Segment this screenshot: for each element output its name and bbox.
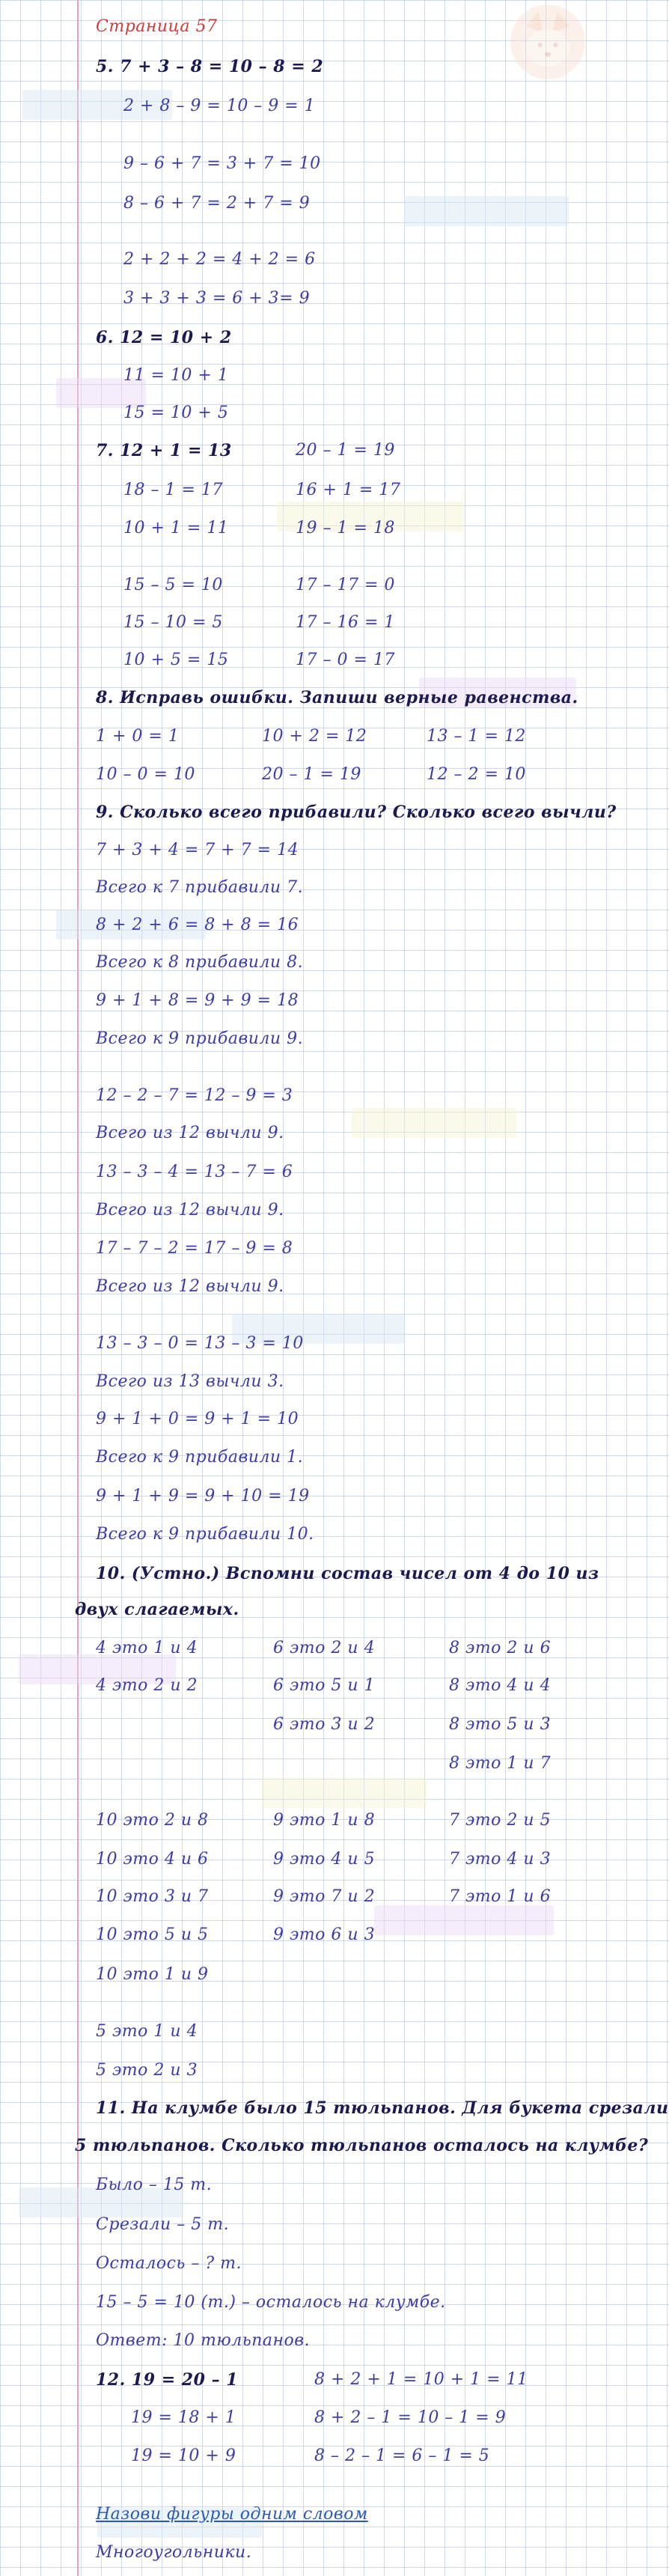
answer-line: 8 + 2 – 1 = 10 – 1 = 9 — [314, 2408, 507, 2427]
answer-line: 9 + 1 + 9 = 9 + 10 = 19 — [96, 1487, 310, 1505]
answer-line: 11 = 10 + 1 — [123, 366, 229, 385]
answer-line: 17 – 0 = 17 — [296, 651, 395, 669]
task-9-heading: 9. Сколько всего прибавили? Сколько всего вычли? — [96, 803, 617, 822]
answer-line: Всего к 8 прибавили 8. — [96, 953, 304, 972]
answer-line: 15 – 5 = 10 — [123, 576, 223, 594]
answer-line: Всего к 9 прибавили 9. — [96, 1029, 304, 1048]
answer-line: 19 = 18 + 1 — [131, 2408, 236, 2427]
answer-line: 9 это 4 и 5 — [273, 1850, 376, 1869]
answer-line: Ответ: 10 тюльпанов. — [96, 2331, 311, 2350]
answer-line: 2 + 2 + 2 = 4 + 2 = 6 — [123, 250, 316, 269]
answer-line: 4 это 2 и 2 — [96, 1676, 198, 1695]
answer-line: 9 + 1 + 8 = 9 + 9 = 18 — [96, 991, 299, 1010]
task-10-heading: 10. (Устно.) Вспомни состав чисел от 4 до 10 из — [96, 1564, 599, 1583]
task-7-line: 7. 12 + 1 = 13 — [96, 441, 232, 460]
answer-line: Осталось – ? т. — [96, 2254, 242, 2273]
task-12-line: 12. 19 = 20 – 1 — [96, 2370, 239, 2390]
answer-line: Всего к 7 прибавили 7. — [96, 878, 304, 897]
answer-line: 9 + 1 + 0 = 9 + 1 = 10 — [96, 1410, 299, 1428]
answer-line: 2 + 8 – 9 = 10 – 9 = 1 — [123, 97, 316, 115]
task-11-heading: 11. На клумбе было 15 тюльпанов. Для букета срезали — [96, 2098, 669, 2118]
answer-line: 10 + 1 = 11 — [123, 519, 229, 538]
answer-line: 9 это 7 и 2 — [273, 1887, 376, 1906]
answer-line: 6 это 3 и 2 — [273, 1715, 376, 1734]
task-6-line: 6. 12 = 10 + 2 — [96, 328, 232, 347]
answer-line: Срезали – 5 т. — [96, 2215, 230, 2234]
answer-line: 5 это 1 и 4 — [96, 2022, 198, 2041]
answer-line: 10 это 1 и 9 — [96, 1965, 209, 1984]
answer-line: 8 это 1 и 7 — [449, 1754, 552, 1773]
answer-line: 8 это 2 и 6 — [449, 1639, 552, 1657]
answer-line: 10 это 4 и 6 — [96, 1850, 209, 1869]
answer-line: 16 + 1 = 17 — [296, 481, 401, 499]
answer-line: 19 – 1 = 18 — [296, 519, 395, 538]
answer-line: 8 – 2 – 1 = 6 – 1 = 5 — [314, 2446, 490, 2465]
answer-line: Было – 15 т. — [96, 2175, 213, 2194]
answer-line: 9 это 6 и 3 — [273, 1925, 376, 1944]
answer-line: 6 это 5 и 1 — [273, 1676, 376, 1695]
answer-line: 15 = 10 + 5 — [123, 404, 229, 422]
answer-line: 20 – 1 = 19 — [262, 765, 361, 784]
answer-line: 17 – 7 – 2 = 17 – 9 = 8 — [96, 1239, 293, 1258]
answer-line: 20 – 1 = 19 — [296, 441, 395, 460]
answer-line: 8 + 2 + 1 = 10 + 1 = 11 — [314, 2370, 528, 2389]
answer-line: 5 это 2 и 3 — [96, 2061, 198, 2080]
answer-line: 10 + 5 = 15 — [123, 651, 229, 669]
answer-line: Всего из 12 вычли 9. — [96, 1277, 284, 1296]
answer-line: 6 это 2 и 4 — [273, 1639, 376, 1657]
answer-line: 13 – 3 – 4 = 13 – 7 = 6 — [96, 1163, 293, 1181]
answer-line: 12 – 2 = 10 — [427, 765, 526, 784]
answer-line: 7 это 4 и 3 — [449, 1850, 552, 1869]
answer-line: 15 – 5 = 10 (т.) – осталось на клумбе. — [96, 2293, 446, 2312]
answer-line: 10 + 2 = 12 — [262, 727, 367, 746]
answer-line: 10 это 2 и 8 — [96, 1811, 209, 1830]
answer-line: 8 это 4 и 4 — [449, 1676, 552, 1695]
answer-line: 8 это 5 и 3 — [449, 1715, 552, 1734]
answer-line: 19 = 10 + 9 — [131, 2446, 236, 2465]
answer-line: 3 + 3 + 3 = 6 + 3= 9 — [123, 289, 311, 308]
task-5-line: 5. 7 + 3 – 8 = 10 – 8 = 2 — [96, 57, 324, 76]
answer-line: 17 – 17 = 0 — [296, 576, 395, 594]
answer-line: 17 – 16 = 1 — [296, 613, 395, 632]
answer-line: 10 это 5 и 5 — [96, 1925, 209, 1944]
answer-line: 4 это 1 и 4 — [96, 1639, 198, 1657]
answer-line: Всего из 12 вычли 9. — [96, 1201, 284, 1220]
answer-line: 18 – 1 = 17 — [123, 481, 223, 499]
task-8-heading: 8. Исправь ошибки. Запиши верные равенства. — [96, 688, 578, 707]
answer-line: 7 + 3 + 4 = 7 + 7 = 14 — [96, 841, 299, 859]
answer-line: 7 это 1 и 6 — [449, 1887, 552, 1906]
answer-line: 13 – 3 – 0 = 13 – 3 = 10 — [96, 1334, 304, 1353]
answer-line: 10 – 0 = 10 — [96, 765, 195, 784]
answer-line: 12 – 2 – 7 = 12 – 9 = 3 — [96, 1086, 293, 1105]
answer-line: 1 + 0 = 1 — [96, 727, 180, 746]
answer-line: 10 это 3 и 7 — [96, 1887, 209, 1906]
task-11-heading: 5 тюльпанов. Сколько тюльпанов осталось на клумбе? — [75, 2136, 649, 2155]
answer-line: 15 – 10 = 5 — [123, 613, 223, 632]
answer-line: Всего из 12 вычли 9. — [96, 1124, 284, 1142]
answer-line: 8 + 2 + 6 = 8 + 8 = 16 — [96, 916, 299, 934]
answer-line: 9 это 1 и 8 — [273, 1811, 376, 1830]
answer-line: Всего к 9 прибавили 1. — [96, 1448, 304, 1467]
answer-line: Многоугольники. — [96, 2543, 252, 2562]
answer-line: 8 – 6 + 7 = 2 + 7 = 9 — [123, 194, 311, 213]
answer-line: Всего к 9 прибавили 10. — [96, 1525, 314, 1544]
answer-line: 13 – 1 = 12 — [427, 727, 526, 746]
figures-question-heading: Назови фигуры одним словом — [96, 2505, 368, 2524]
answer-line: Всего из 13 вычли 3. — [96, 1372, 284, 1391]
answer-line: 9 – 6 + 7 = 3 + 7 = 10 — [123, 154, 321, 173]
page-title: Страница 57 — [96, 17, 218, 36]
answer-line: 7 это 2 и 5 — [449, 1811, 552, 1830]
task-10-heading: двух слагаемых. — [75, 1600, 239, 1619]
